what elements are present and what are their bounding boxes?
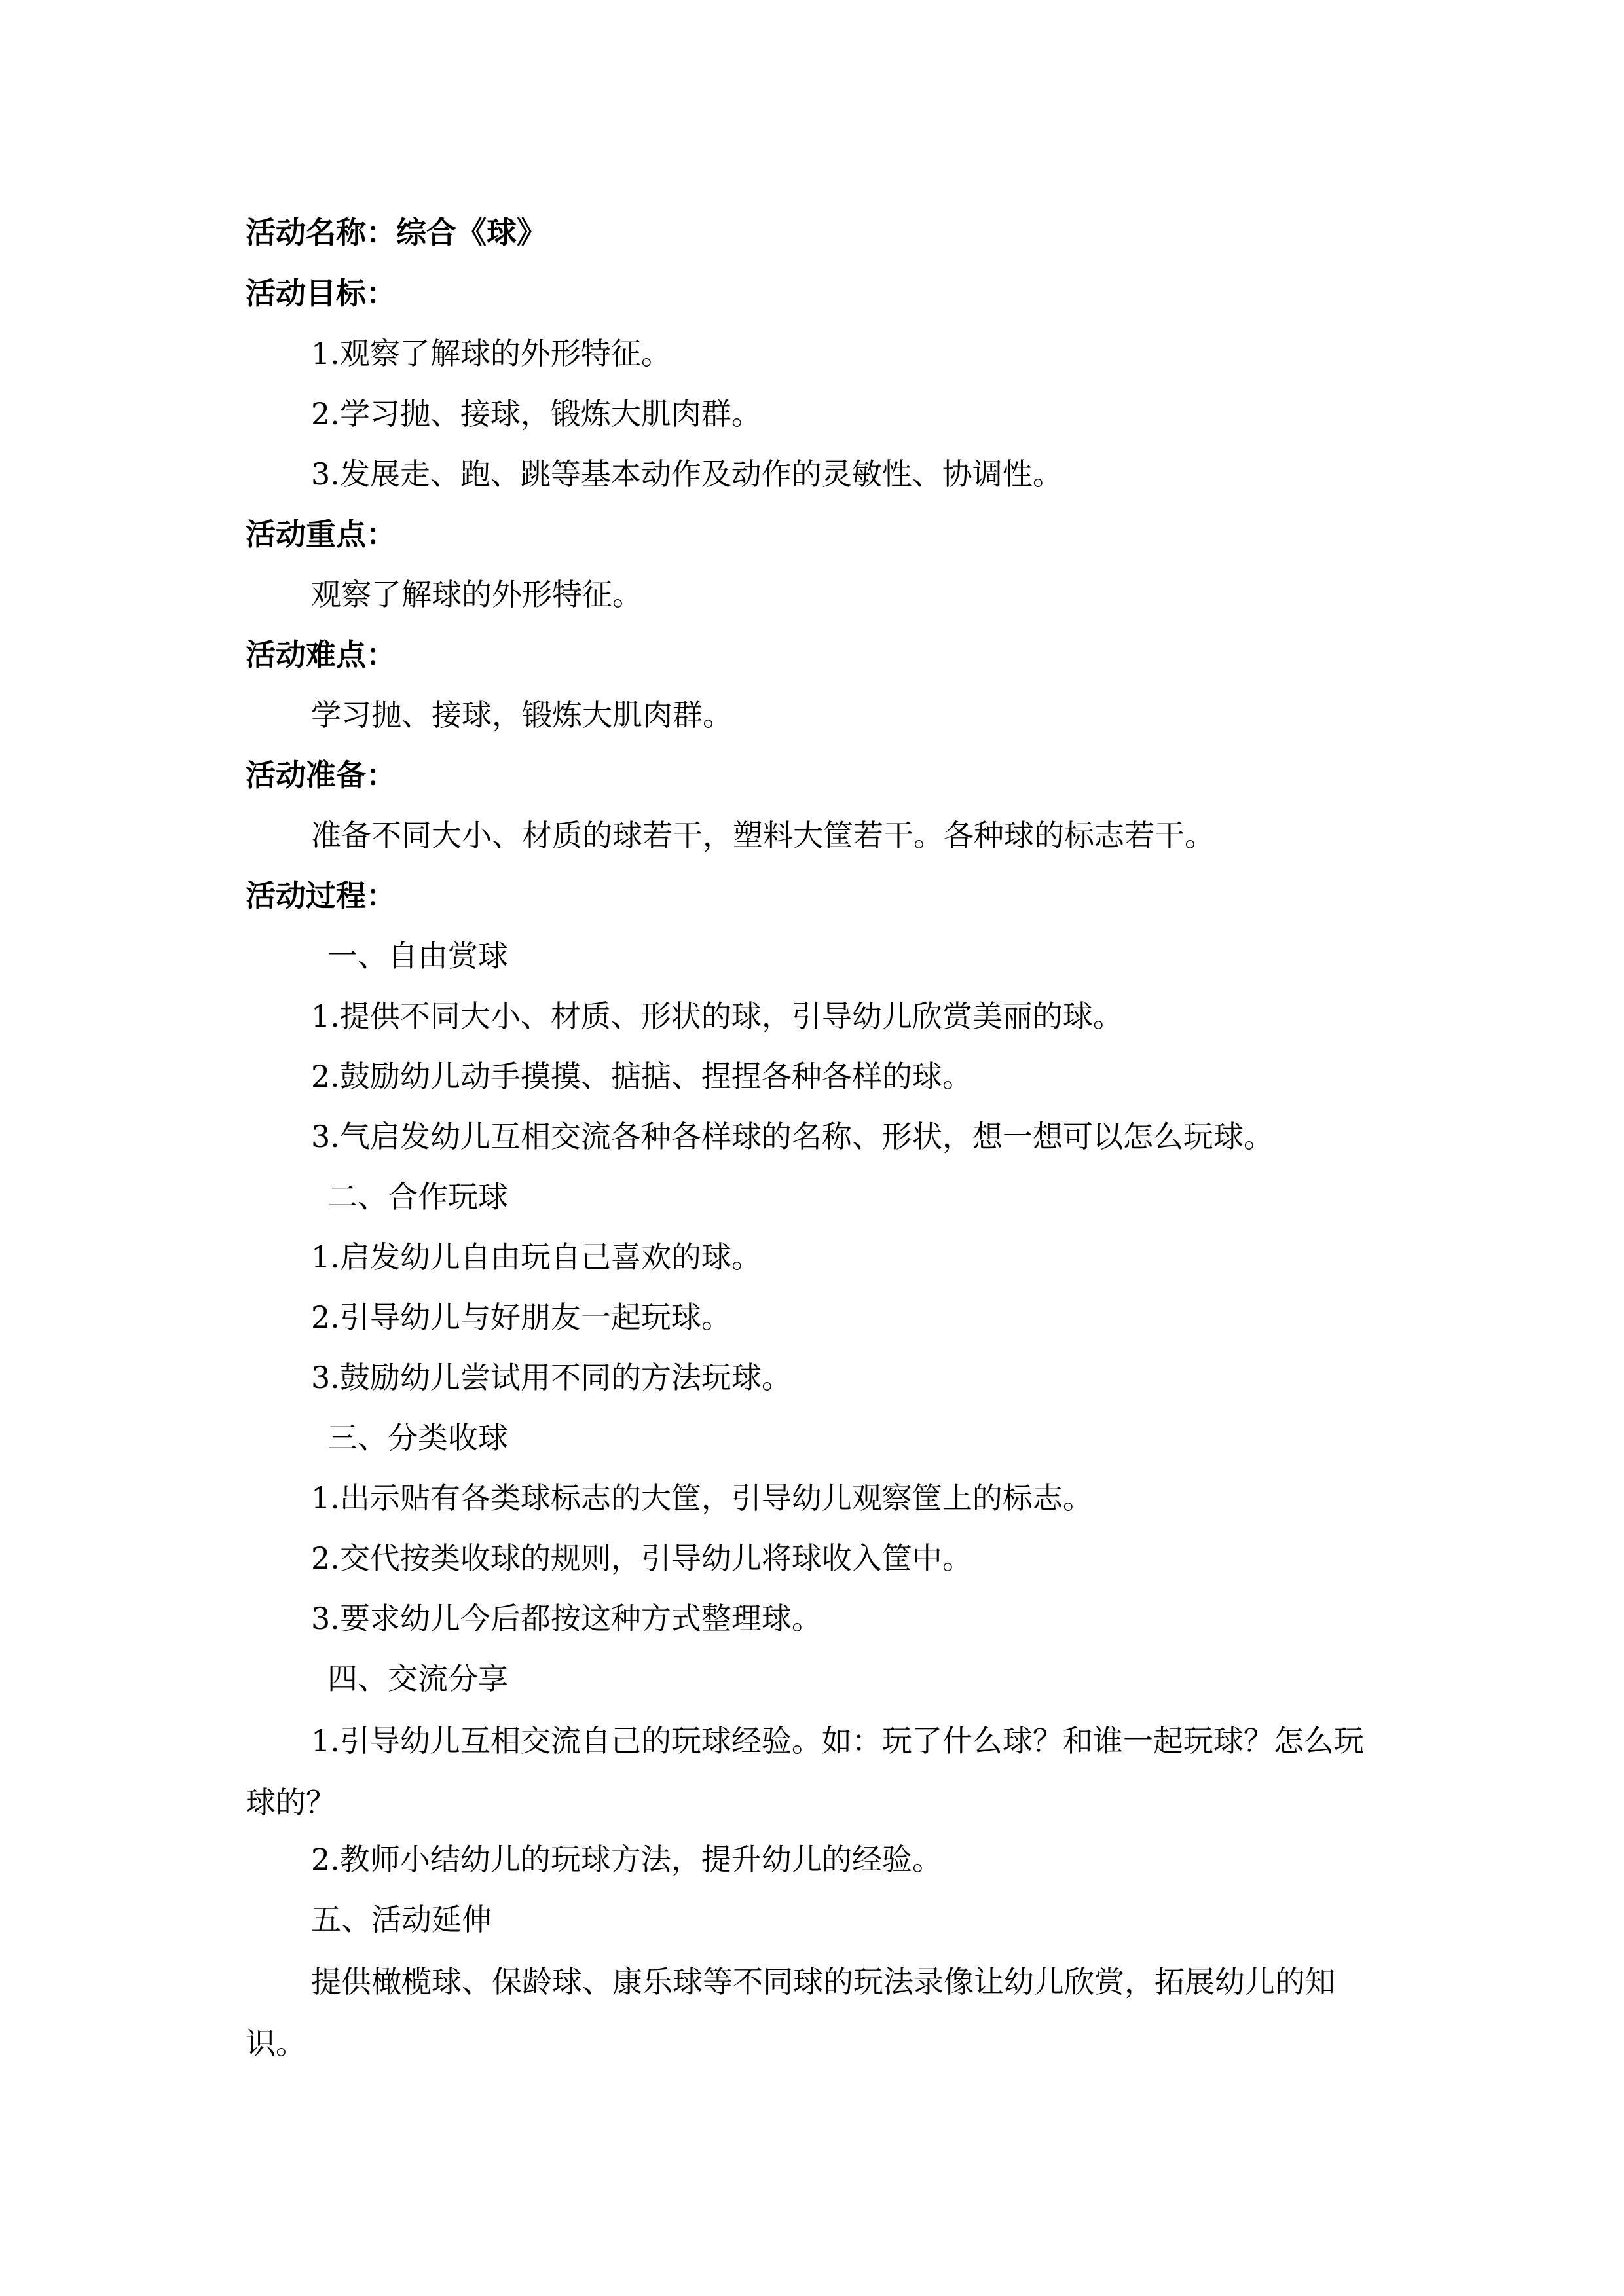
section-item: 2.引导幼儿与好朋友一起玩球。 xyxy=(311,1300,731,1335)
section-item: 1.提供不同大小、材质、形状的球，引导幼儿欣赏美丽的球。 xyxy=(311,998,1123,1034)
section-text: 提供橄榄球、保龄球、康乐球等不同球的玩法录像让幼儿欣赏，拓展幼儿的知识。 xyxy=(246,1964,1335,2061)
section-item: 2.教师小结幼儿的玩球方法，提升幼儿的经验。 xyxy=(311,1842,942,1877)
preparation-heading: 活动准备： xyxy=(246,757,396,793)
goal-item: 2.学习抛、接球，锻炼大肌肉群。 xyxy=(311,396,762,431)
section-item: 1.出示贴有各类球标志的大筐，引导幼儿观察筐上的标志。 xyxy=(311,1480,1093,1516)
section-title: 一、自由赏球 xyxy=(327,938,508,974)
key-point-heading: 活动重点： xyxy=(246,517,396,552)
section-title: 四、交流分享 xyxy=(327,1661,508,1696)
difficulty-text: 学习抛、接球，锻炼大肌肉群。 xyxy=(311,697,733,733)
goal-item: 1.观察了解球的外形特征。 xyxy=(311,336,671,371)
key-point-text: 观察了解球的外形特征。 xyxy=(311,577,642,612)
section-item: 3.要求幼儿今后都按这种方式整理球。 xyxy=(311,1601,822,1636)
section-title: 五、活动延伸 xyxy=(311,1902,492,1937)
goals-heading: 活动目标： xyxy=(246,276,396,311)
section-title: 三、分类收球 xyxy=(327,1420,508,1455)
section-item: 3.鼓励幼儿尝试用不同的方法玩球。 xyxy=(311,1360,792,1395)
section-item: 2.交代按类收球的规则，引导幼儿将球收入筐中。 xyxy=(311,1540,972,1576)
section-title: 二、合作玩球 xyxy=(327,1179,508,1214)
section-item: 1.启发幼儿自由玩自己喜欢的球。 xyxy=(311,1239,762,1275)
section-item: 3.气启发幼儿互相交流各种各样球的名称、形状，想一想可以怎么玩球。 xyxy=(311,1119,1274,1154)
section-item: 2.鼓励幼儿动手摸摸、掂掂、捏捏各种各样的球。 xyxy=(311,1059,972,1094)
difficulty-heading: 活动难点： xyxy=(246,637,396,672)
goal-item: 3.发展走、跑、跳等基本动作及动作的灵敏性、协调性。 xyxy=(311,456,1063,492)
activity-name-heading: 活动名称：综合《球》 xyxy=(246,215,547,250)
process-heading: 活动过程： xyxy=(246,878,396,913)
preparation-text: 准备不同大小、材质的球若干，塑料大筐若干。各种球的标志若干。 xyxy=(311,818,1215,853)
section-item: 1.引导幼儿互相交流自己的玩球经验。如：玩了什么球？和谁一起玩球？怎么玩球的？ xyxy=(246,1723,1364,1820)
